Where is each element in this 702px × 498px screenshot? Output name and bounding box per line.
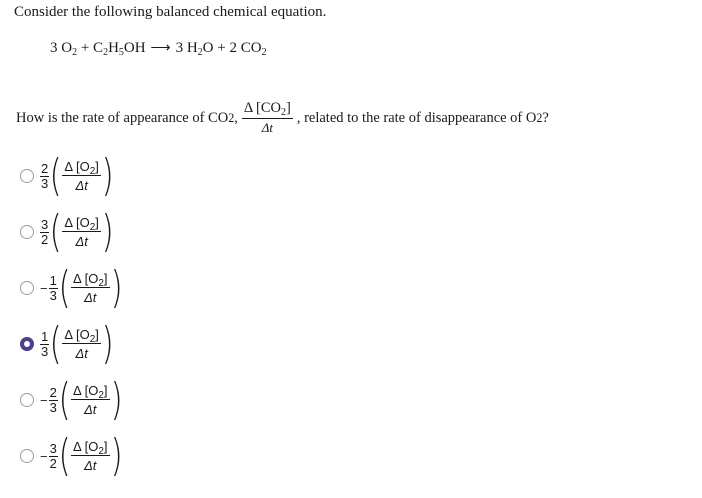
rate-numerator-text: Δ [O bbox=[64, 327, 90, 342]
answer-option-5[interactable] bbox=[20, 374, 123, 426]
left-paren: ( bbox=[49, 150, 62, 201]
co2-sub: 2 bbox=[228, 110, 235, 125]
coefficient-numerator: 3 bbox=[41, 216, 49, 232]
rate-denominator: Δt bbox=[84, 402, 97, 417]
numerator-end: ] bbox=[285, 100, 291, 116]
rate-numerator-end: ] bbox=[103, 383, 108, 398]
coefficient-numerator: 3 bbox=[49, 440, 57, 456]
coefficient-fraction bbox=[49, 274, 58, 303]
radio-button[interactable] bbox=[20, 337, 34, 351]
left-paren: ( bbox=[58, 430, 71, 481]
coefficient-denominator: 3 bbox=[49, 287, 57, 303]
question-text bbox=[16, 100, 549, 136]
coefficient-numerator: 2 bbox=[41, 160, 49, 176]
coefficient-numerator: 2 bbox=[49, 384, 57, 400]
eq-sub: 5 bbox=[118, 47, 124, 58]
coefficient-fraction bbox=[49, 386, 58, 415]
answer-option-3[interactable] bbox=[20, 262, 123, 314]
question-before: How is the rate of appearance of CO bbox=[16, 109, 229, 126]
rate-numerator-sub: 2 bbox=[89, 166, 96, 177]
numerator-text: Δ [CO bbox=[243, 100, 281, 116]
coefficient-fraction bbox=[40, 162, 49, 191]
question-after: , related to the rate of disappearance of O bbox=[296, 109, 537, 126]
answer-option-4[interactable] bbox=[20, 318, 114, 370]
rate-numerator bbox=[62, 215, 101, 232]
rate-numerator bbox=[62, 159, 101, 176]
rate-numerator-sub: 2 bbox=[98, 446, 104, 457]
coefficient bbox=[40, 330, 49, 359]
rate-denominator: Δt bbox=[84, 458, 97, 473]
rate-numerator bbox=[62, 327, 101, 344]
coefficient bbox=[40, 386, 58, 415]
answer-option-1[interactable] bbox=[20, 150, 114, 202]
reaction-arrow-icon: ⟶ bbox=[150, 41, 171, 56]
radio-button[interactable] bbox=[20, 281, 34, 295]
rate-numerator bbox=[71, 439, 110, 456]
radio-button[interactable] bbox=[20, 225, 34, 239]
rate-o2-fraction bbox=[71, 439, 110, 473]
radio-button[interactable] bbox=[20, 169, 34, 183]
eq-plus-reactant2: + C bbox=[77, 40, 104, 56]
radio-button[interactable] bbox=[20, 393, 34, 407]
rate-numerator bbox=[71, 383, 110, 400]
rate-numerator-text: Δ [O bbox=[73, 383, 99, 398]
coefficient-denominator: 2 bbox=[41, 231, 49, 247]
left-paren: ( bbox=[58, 374, 71, 425]
o2-sub: 2 bbox=[536, 110, 543, 125]
rate-numerator-text: Δ [O bbox=[64, 159, 90, 174]
rate-numerator-end: ] bbox=[95, 159, 99, 174]
coefficient-fraction bbox=[49, 442, 58, 471]
rate-denominator: Δt bbox=[75, 178, 88, 193]
rate-o2-fraction bbox=[71, 383, 110, 417]
eq-product-end: O + 2 CO bbox=[202, 40, 262, 56]
eq-sub: 2 bbox=[103, 47, 109, 58]
eq-sub: 2 bbox=[197, 47, 203, 58]
rate-numerator-text: Δ [O bbox=[64, 215, 90, 230]
eq-sub: 2 bbox=[261, 47, 267, 58]
rate-denominator: Δt bbox=[75, 234, 88, 249]
coefficient-sign: − bbox=[40, 280, 48, 296]
right-paren: ) bbox=[110, 430, 123, 481]
coefficient-sign: − bbox=[40, 392, 48, 408]
coefficient-denominator: 3 bbox=[41, 175, 49, 191]
eq-reactant2-end: OH bbox=[123, 40, 146, 56]
eq-sub: 2 bbox=[72, 47, 78, 58]
eq-product1: 3 H bbox=[175, 40, 198, 56]
coefficient bbox=[40, 218, 49, 247]
rate-numerator bbox=[71, 271, 110, 288]
rate-numerator-end: ] bbox=[103, 439, 108, 454]
coefficient bbox=[40, 274, 58, 303]
radio-button[interactable] bbox=[20, 449, 34, 463]
right-paren: ) bbox=[110, 374, 123, 425]
left-paren: ( bbox=[49, 318, 62, 369]
rate-numerator-text: Δ [O bbox=[73, 439, 99, 454]
rate-numerator-end: ] bbox=[95, 327, 99, 342]
question-comma: , bbox=[234, 109, 238, 126]
left-paren: ( bbox=[58, 262, 71, 313]
right-paren: ) bbox=[110, 262, 123, 313]
rate-o2-fraction bbox=[71, 271, 110, 305]
coefficient bbox=[40, 442, 58, 471]
coefficient-sign: − bbox=[40, 448, 48, 464]
right-paren: ) bbox=[101, 318, 114, 369]
rate-o2-fraction bbox=[62, 327, 101, 361]
numerator-sub: 2 bbox=[280, 107, 286, 118]
rate-o2-fraction bbox=[62, 159, 101, 193]
eq-reactant1: 3 O bbox=[50, 40, 73, 56]
fraction-denominator: Δt bbox=[261, 120, 273, 135]
rate-numerator-end: ] bbox=[95, 215, 99, 230]
rate-numerator-end: ] bbox=[103, 271, 108, 286]
answer-option-6[interactable] bbox=[20, 430, 123, 482]
question-end: ? bbox=[542, 109, 549, 126]
right-paren: ) bbox=[101, 206, 114, 257]
rate-numerator-text: Δ [O bbox=[73, 271, 99, 286]
rate-o2-fraction bbox=[62, 215, 101, 249]
fraction-numerator bbox=[242, 100, 293, 119]
coefficient-fraction bbox=[40, 218, 49, 247]
coefficient-denominator: 2 bbox=[49, 455, 57, 471]
rate-numerator-sub: 2 bbox=[98, 278, 104, 289]
rate-numerator-sub: 2 bbox=[89, 222, 96, 233]
question-prompt: Consider the following balanced chemical equation. bbox=[14, 4, 327, 20]
right-paren: ) bbox=[101, 150, 114, 201]
rate-denominator: Δt bbox=[84, 290, 97, 305]
coefficient-fraction bbox=[40, 330, 49, 359]
coefficient-numerator: 1 bbox=[49, 272, 57, 288]
rate-numerator-sub: 2 bbox=[89, 334, 96, 345]
coefficient-denominator: 3 bbox=[49, 399, 57, 415]
coefficient bbox=[40, 162, 49, 191]
left-paren: ( bbox=[49, 206, 62, 257]
answer-option-2[interactable] bbox=[20, 206, 114, 258]
eq-reactant2-mid: H bbox=[108, 40, 119, 56]
coefficient-denominator: 3 bbox=[41, 343, 49, 359]
rate-denominator: Δt bbox=[75, 346, 88, 361]
coefficient-numerator: 1 bbox=[41, 328, 49, 344]
chemical-equation bbox=[50, 40, 267, 57]
rate-co2-fraction bbox=[242, 100, 293, 136]
rate-numerator-sub: 2 bbox=[98, 390, 104, 401]
